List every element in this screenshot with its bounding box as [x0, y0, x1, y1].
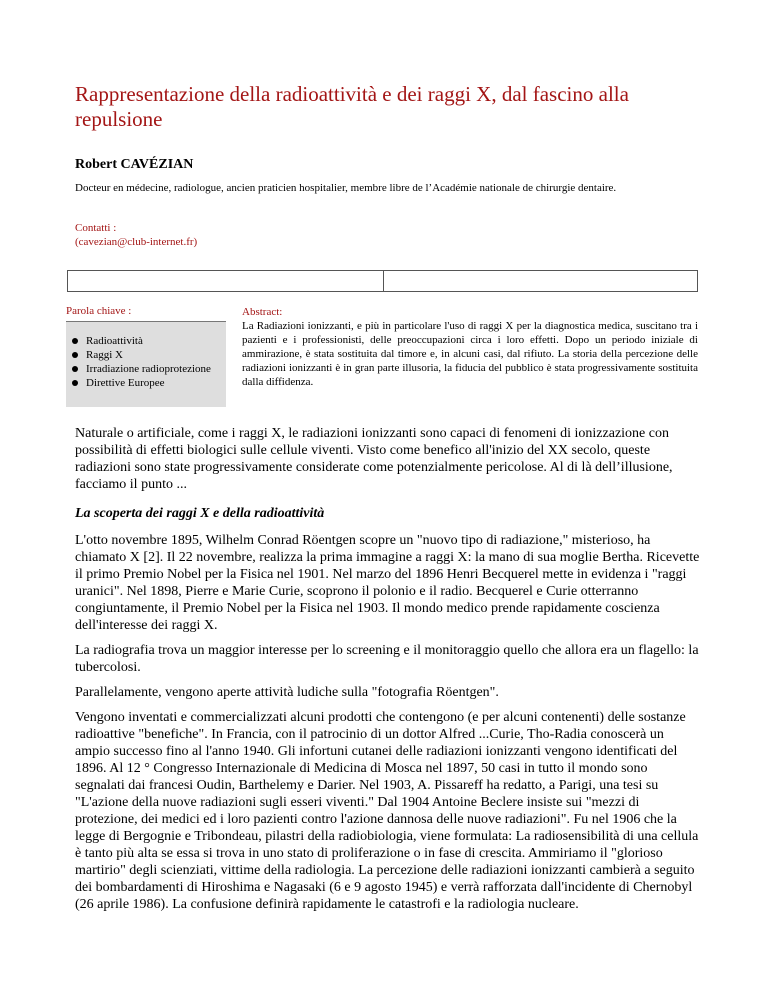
body-paragraph: La radiografia trova un maggior interesse per lo screening e il monitoraggio quello che allora era un flagello: la tubercolosi.	[75, 643, 699, 675]
keyword-item: Direttive Europee	[86, 376, 226, 390]
bullet-icon	[72, 352, 78, 358]
abstract-text: La Radiazioni ionizzanti, e più in particolare l'uso di raggi X per la diagnostica medica, suscitano tra i pazienti e i professionisti, delle preoccupazioni circa i loro effetti. Dopo un periodo iniziale di ammirazione, è stata sostituita dal timore e, in alcuni casi, dal rifiuto. La storia della percezione delle radiazioni ionizzanti è in gran parte illusoria, la fiducia del pubblico è stata progressivamente sostituita dalla diffidenza.	[242, 320, 698, 388]
body-paragraph: Parallelamente, vengono aperte attività ludiche sulla "fotografia Röentgen".	[75, 685, 499, 700]
body-paragraph: L'otto novembre 1895, Wilhelm Conrad Röentgen scopre un "nuovo tipo di radiazione," misterioso, ha chiamato X [2]. Il 22 novembre, realizza la prima immagine a raggi X: la mano di sua moglie Bertha. Ricevette il primo Premio Nobel per la Fisica nel 1901. Nel marzo del 1896 Henri Becquerel mette in evidenza i "raggi uranici". Nel 1898, Pierre e Marie Curie, scoprono il polonio e il radio. Becquerel e Curie otterranno congiuntamente, il Premio Nobel per la Fisica nel 1903. Il mondo medico prende rapidamente coscienza dell'interesse dei raggi X.	[75, 533, 700, 633]
keywords-label: Parola chiave :	[66, 304, 226, 322]
bullet-icon	[72, 366, 78, 372]
keywords-list	[66, 334, 226, 390]
author-affiliation: Docteur en médecine, radiologue, ancien praticien hospitalier, membre libre de l’Académie nationale de chirurgie dentaire.	[75, 182, 617, 194]
keyword-item: Radioattività	[86, 334, 226, 348]
keyword-item: Raggi X	[86, 348, 226, 362]
abstract	[242, 305, 698, 389]
bullet-icon	[72, 380, 78, 386]
author-name: Robert CAVÉZIAN	[75, 157, 194, 172]
contact-block	[75, 221, 475, 249]
bullet-icon	[72, 338, 78, 344]
intro-paragraph: Naturale o artificiale, come i raggi X, le radiazioni ionizzanti sono capaci di fenomeni di ionizzazione con possibilità di effetti biologici sulle cellule viventi. Visto come benefico all'inizio del XX secolo, queste radiazioni sono state progressivamente considerate come potenzialmente pericolose. Al di là dell’illusione, facciamo il punto ...	[75, 426, 673, 492]
contact-email: (cavezian@club-internet.fr)	[75, 236, 198, 248]
empty-table-cell-right	[384, 271, 697, 291]
paper-title: Rappresentazione della radioattività e dei raggi X, dal fascino alla repulsione	[75, 82, 629, 131]
keyword-item: Irradiazione radioprotezione	[86, 362, 226, 376]
section-heading: La scoperta dei raggi X e della radioattività	[75, 506, 325, 521]
keywords-box	[66, 322, 226, 407]
empty-table-cell-left	[68, 271, 384, 291]
body-paragraph: Vengono inventati e commercializzati alcuni prodotti che contengono (e per alcuni contenenti) delle sostanze radioattive "benefiche". In Francia, con il patrocinio di un dottor Alfred ...Curie, Tho-Radia conoscerà un ampio successo fino al l'anno 1940. Gli infortuni cutanei delle radiazioni ionizzanti vengono identificati del 1896. Al 12 ° Congresso Internazionale di Medicina di Mosca nel 1897, 50 casi in tutto il mondo sono segnalati dai francesi Oudin, Barthelemy e Darier. Nel 1903, A. Pissareff ha redatto, a Parigi, una tesi su "L'azione della nuove radiazioni sugli esseri viventi." Dal 1904 Antoine Beclere insiste sui "mezzi di protezione, dei medici ed i loro pazienti contro l'azione dannosa delle nuove radiazioni". Fu nel 1906 che la legge di Bergognie e Tribondeau, pilastri della radiobiologia, viene formulata: La radiosensibilità di una cellula è tanto più alta se essa si trova in uno stato di proliferazione o in fase di crescita. Ammiriamo il "glorioso martirio" degli scienziati, vittime della radiologia. La percezione delle radiazioni ionizzanti cambierà a seguito dei bombardamenti di Hiroshima e Nagasaki (6 e 9 agosto 1945) e verrà rafforzata dall'incidente di Chernobyl (26 aprile 1986). La confusione definirà rapidamente le catastrofi e la radiologia nucleare.	[75, 710, 699, 912]
body-text	[75, 425, 700, 921]
contact-label: Contatti :	[75, 222, 117, 234]
empty-table	[67, 270, 698, 292]
abstract-label: Abstract:	[242, 306, 283, 318]
